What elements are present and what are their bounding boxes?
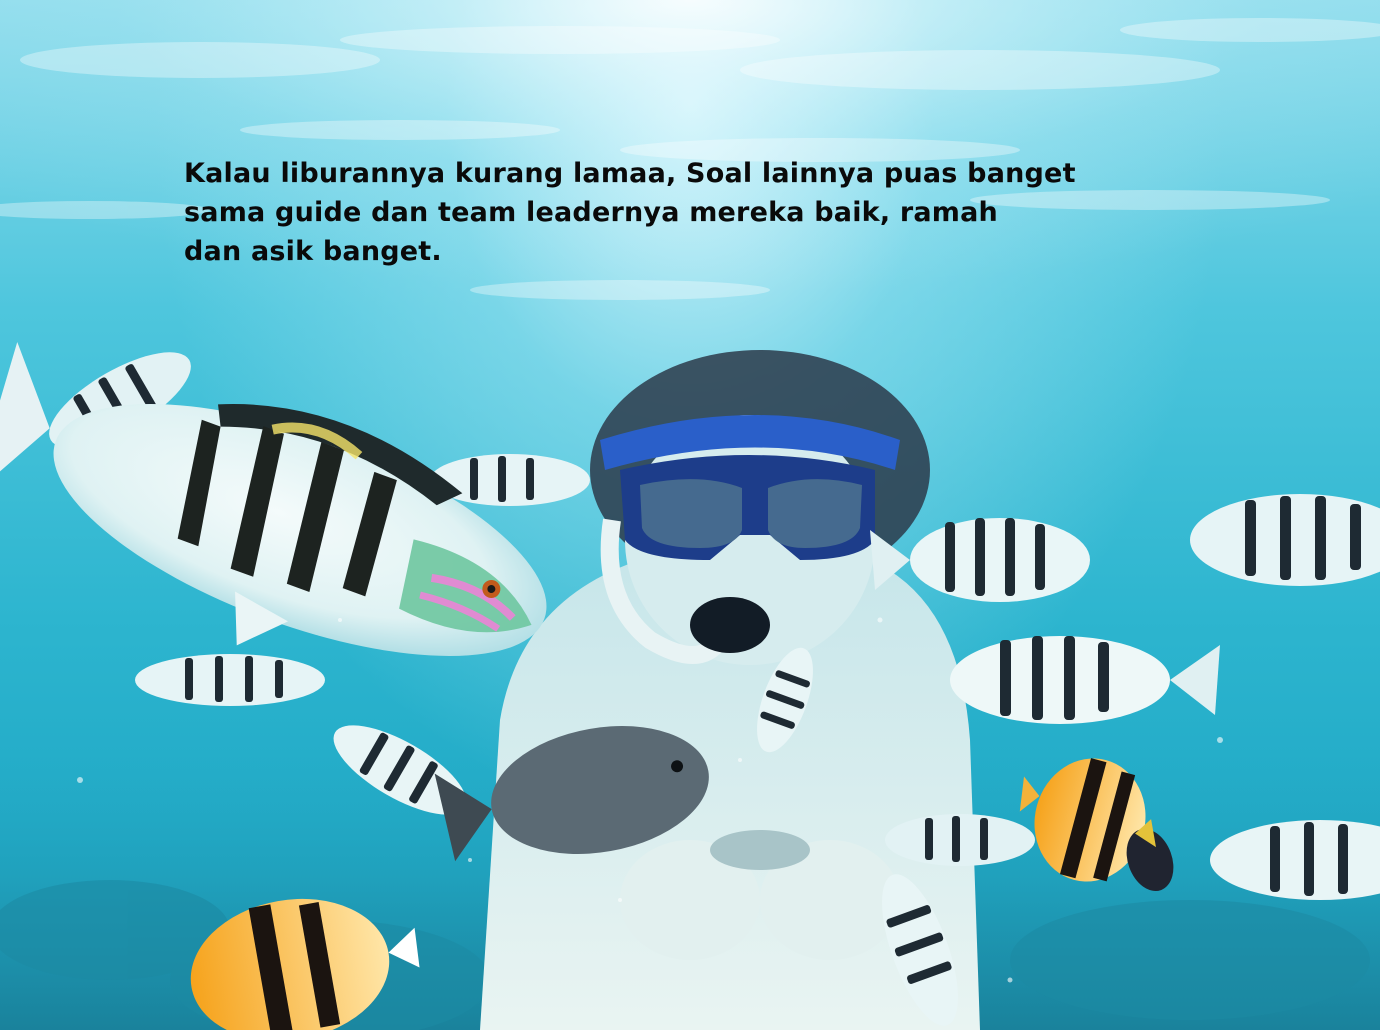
caption-line-2: sama guide dan team leadernya mereka baik, ramah bbox=[184, 197, 998, 228]
photo-caption bbox=[184, 154, 1244, 271]
caption-line-3: dan asik banget. bbox=[184, 236, 442, 267]
caption-line-1: Kalau liburannya kurang lamaa, Soal lainnya puas banget bbox=[184, 158, 1076, 189]
